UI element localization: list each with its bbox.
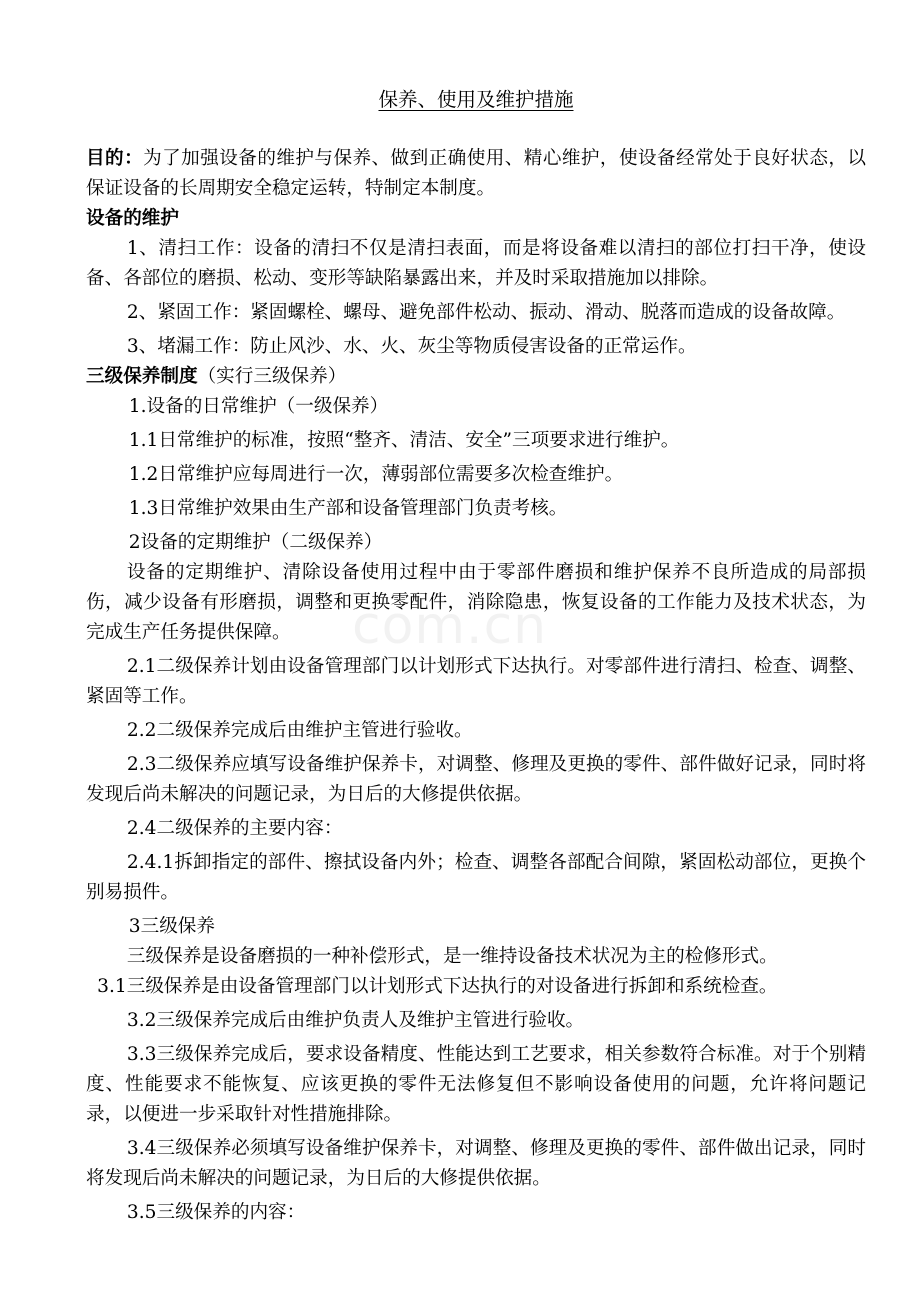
section-heading-three-level-note: （实行三级保养） (197, 366, 347, 387)
maintenance-item-cleaning: 1、清扫工作：设备的清扫不仅是清扫表面，而是将设备难以清扫的部位打扫干净，使设备、各部位的磨损、松动、变形等缺陷暴露出来，并及时采取措施加以排除。 (86, 238, 866, 289)
level2-item: 2.4二级保养的主要内容： (126, 818, 343, 839)
document-body (86, 80, 866, 1228)
purpose-paragraph (86, 144, 866, 204)
maintenance-item-leak-sealing: 3、堵漏工作：防止风沙、水、火、灰尘等物质侵害设备的正常运作。 (126, 336, 697, 357)
level1-item: 1.3日常维护效果由生产部和设备管理部门负责考核。 (128, 498, 568, 519)
level1-item: 1.1日常维护的标准，按照“整齐、清洁、安全”三项要求进行维护。 (128, 430, 680, 451)
purpose-text: 为了加强设备的维护与保养、做到正确使用、精心维护，使设备经常处于良好状态，以保证设备的长周期安全稳定运转，特制定本制度。 (86, 148, 866, 199)
level2-item: 2.2二级保养完成后由维护主管进行验收。 (126, 720, 473, 741)
level2-intro: 设备的定期维护、清除设备使用过程中由于零部件磨损和维护保养不良所造成的局部损伤，减少设备有形磨损，调整和更换零配件，消除隐患，恢复设备的工作能力及技术状态，为完成生产任务提供保障。 (86, 562, 866, 643)
section-heading-maintenance: 设备的维护 (86, 208, 179, 229)
section-heading-three-level (86, 362, 866, 392)
level2-item: 2.1二级保养计划由设备管理部门以计划形式下达执行。对零部件进行清扫、检查、调整、紧固等工作。 (86, 656, 866, 707)
level2-item: 2.4.1拆卸指定的部件、擦拭设备内外；检查、调整各部配合间隙，紧固松动部位，更换个别易损件。 (86, 852, 866, 903)
level2-item: 2.3二级保养应填写设备维护保养卡，对调整、修理及更换的零件、部件做好记录，同时将发现后尚未解决的问题记录，为日后的大修提供依据。 (86, 754, 866, 805)
maintenance-item-fastening: 2、紧固工作：紧固螺栓、螺母、避免部件松动、振动、滑动、脱落而造成的设备故障。 (126, 302, 846, 323)
document-title: 保养、使用及维护措施 (378, 88, 574, 111)
level3-item: 3.3三级保养完成后，要求设备精度、性能达到工艺要求，相关参数符合标准。对于个别精度、性能要求不能恢复、应该更换的零件无法修复但不影响设备使用的问题，允许将问题记录，以便进一步采取针对性措施排除。 (86, 1044, 866, 1125)
level3-title: 3三级保养 (128, 916, 215, 937)
level3-item: 3.5三级保养的内容： (126, 1202, 306, 1223)
level3-intro: 三级保养是设备磨损的一种补偿形式，是一维持设备技术状况为主的检修形式。 (126, 946, 778, 967)
watermark: com.cn (352, 596, 548, 656)
level3-item: 3.1三级保养是由设备管理部门以计划形式下达执行的对设备进行拆卸和系统检查。 (97, 976, 778, 997)
level1-item: 1.2日常维护应每周进行一次，薄弱部位需要多次检查维护。 (128, 464, 624, 485)
level3-item: 3.2三级保养完成后由维护负责人及维护主管进行验收。 (126, 1010, 585, 1031)
section-heading-three-level-text: 三级保养制度 (86, 366, 198, 387)
level1-title: 1.设备的日常维护（一级保养） (128, 396, 389, 417)
purpose-label: 目的： (86, 148, 144, 169)
level3-item: 3.4三级保养必须填写设备维护保养卡，对调整、修理及更换的零件、部件做出记录，同时将发现后尚未解决的问题记录，为日后的大修提供依据。 (86, 1138, 866, 1189)
level2-title: 2设备的定期维护（二级保养） (128, 532, 383, 553)
